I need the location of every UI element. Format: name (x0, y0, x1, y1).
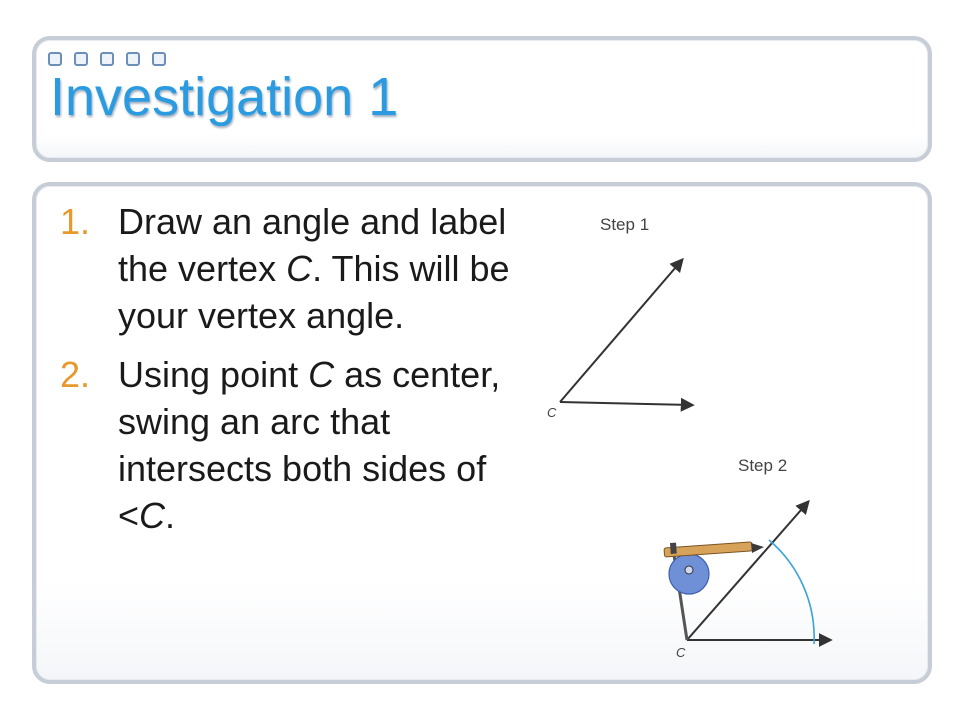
list-item (60, 351, 530, 539)
instruction-list (60, 198, 530, 551)
construction-figure (530, 200, 850, 670)
step-text: Using point C as center, swing an arc that intersects both sides of <C. (118, 354, 501, 536)
step-text: Draw an angle and label the vertex C. This will be your vertex angle. (118, 201, 510, 336)
list-item (60, 198, 530, 339)
step1-label: Step 1 (600, 215, 650, 234)
page-title: Investigation 1 (50, 67, 399, 127)
step-number: 2. (60, 354, 91, 395)
step2-label: Step 2 (738, 456, 788, 475)
square-icon (48, 52, 62, 66)
step2-vertex-label: C (676, 645, 686, 660)
step-number: 1. (60, 201, 91, 242)
square-icon (126, 52, 140, 66)
step1-ray-upper (560, 260, 682, 402)
step1-ray-lower (560, 402, 692, 405)
square-icon (152, 52, 166, 66)
square-icon (74, 52, 88, 66)
square-icon (100, 52, 114, 66)
decorative-squares (48, 52, 166, 66)
compass-icon (664, 542, 764, 640)
step1-vertex-label: C (547, 405, 557, 420)
compass-arc (769, 540, 814, 644)
